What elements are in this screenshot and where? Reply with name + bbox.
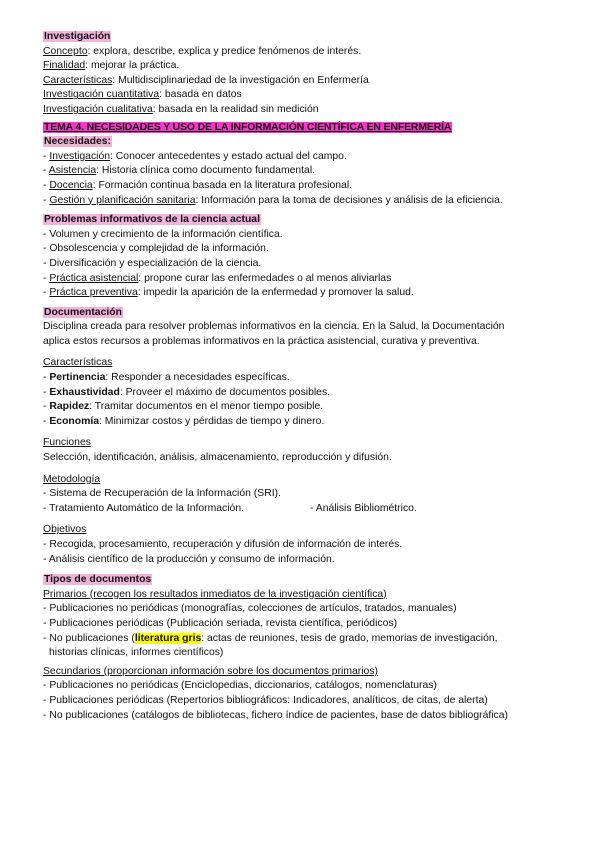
- list-item: - Publicaciones no periódicas (monografías, colecciones de artículos, tratados, manuales): [43, 603, 457, 615]
- literatura-gris-highlight: literatura gris: [134, 632, 202, 644]
- paragraph-line: Disciplina creada para resolver problemas informativos en la ciencia. En la Salud, la Documentación: [43, 321, 505, 333]
- document-page: [43, 30, 563, 723]
- section-title-tipos: Tipos de documentos: [44, 574, 152, 586]
- section-title-documentacion: Documentación: [44, 306, 122, 318]
- list-item: - Publicaciones periódicas (Publicación seriada, revista científica, periódicos): [43, 617, 398, 629]
- subsection-primarios: Primarios (recogen los resultados inmediatos de la investigación científica): [43, 588, 387, 600]
- list-item: - Práctica preventiva: impedir la aparición de la enfermedad y promover la salud.: [43, 287, 414, 299]
- tema-heading: TEMA 4. NECESIDADES Y USO DE LA INFORMACIÓN CIENTÍFICA EN ENFERMERÍA: [44, 121, 452, 133]
- list-item: - Gestión y planificación sanitaria: Información para la toma de decisiones y análisis de la eficiencia.: [43, 194, 503, 206]
- list-item: - Rapidez: Tramitar documentos en el menor tiempo posible.: [43, 401, 324, 413]
- subsection-secundarios: Secundarios (proporcionan información sobre los documentos primarios): [43, 665, 378, 677]
- paragraph-line: aplica estos recursos a problemas informativos en la práctica asistencial, curativa y preventiva.: [43, 335, 480, 347]
- list-item: - Publicaciones periódicas (Repertorios bibliográficos: Indicadores, analíticos, de citas, de alerta): [43, 694, 488, 706]
- list-item: Finalidad: mejorar la práctica.: [43, 60, 180, 72]
- list-item: - Economía: Minimizar costos y pérdidas de tiempo y dinero.: [43, 415, 325, 427]
- list-item: - Obsolescencia y complejidad de la información.: [43, 243, 269, 255]
- section-title-investigacion: Investigación: [44, 31, 111, 42]
- subsection-funciones: Funciones: [43, 437, 91, 449]
- subsection-metodologia: Metodología: [43, 473, 101, 485]
- list-item: - Pertinencia: Responder a necesidades específicas.: [43, 372, 290, 384]
- subsection-objetivos: Objetivos: [43, 524, 87, 536]
- list-item: - Práctica asistencial: propone curar las enfermedades o al menos aliviarlas: [43, 272, 392, 284]
- list-item: - Sistema de Recuperación de la Información (SRI).: [43, 488, 281, 500]
- list-item: - Asistencia: Historia clínica como documento fundamental.: [43, 165, 316, 177]
- subsection-caracteristicas: Características: [43, 357, 113, 369]
- list-item: - Investigación: Conocer antecedentes y estado actual del campo.: [43, 150, 347, 162]
- list-item: - Tratamiento Automático de la Información. - Análisis Bibliométrico.: [43, 502, 417, 514]
- section-title-problemas: Problemas informativos de la ciencia actual: [44, 214, 260, 226]
- list-item: Investigación cuantitativa: basada en datos: [43, 89, 242, 101]
- list-item-continuation: historias clínicas, informes científicos): [49, 647, 224, 659]
- list-item: Características: Multidisciplinariedad de la investigación en Enfermería: [43, 74, 369, 86]
- list-item: - Recogida, procesamiento, recuperación y difusión de información de interés.: [43, 539, 403, 550]
- list-item: - Docencia: Formación continua basada en la literatura profesional.: [43, 179, 353, 191]
- list-item: Concepto: explora, describe, explica y predice fenómenos de interés.: [43, 45, 362, 57]
- list-item: - No publicaciones (catálogos de bibliotecas, fichero índice de pacientes, base de datos bibliográfica): [43, 709, 508, 721]
- paragraph-line: Selección, identificación, análisis, almacenamiento, reproducción y difusión.: [43, 452, 392, 464]
- section-title-necesidades: Necesidades:: [44, 136, 111, 148]
- list-item: - Exhaustividad: Proveer el máximo de documentos posibles.: [43, 386, 331, 398]
- list-item: - Análisis científico de la producción y consumo de información.: [43, 553, 335, 565]
- list-item: - Volumen y crecimiento de la información científica.: [43, 228, 283, 240]
- list-item: - Publicaciones no periódicas (Enciclopedias, diccionarios, catálogos, nomenclaturas): [43, 680, 437, 692]
- list-item: - No publicaciones (literatura gris: actas de reuniones, tesis de grado, memorias de investigación,: [43, 632, 498, 644]
- list-item: - Diversificación y especialización de la ciencia.: [43, 257, 262, 269]
- list-item: Investigación cualitativa: basada en la realidad sin medición: [43, 103, 319, 115]
